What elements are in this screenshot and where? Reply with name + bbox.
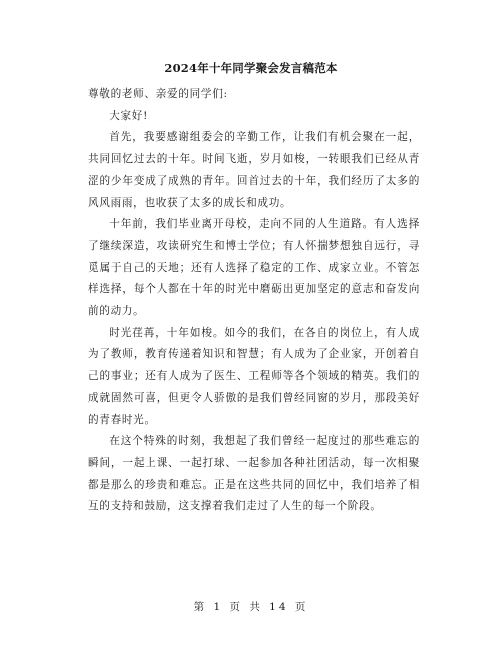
- salutation-line: 大家好!: [109, 109, 149, 122]
- greeting-line: 尊敬的老师、亲爱的同学们:: [88, 88, 228, 100]
- paragraph-2: 十年前，我们毕业离开母校，走向不同的人生道路。有人选择了继续深造，攻读研究生和博士学位；有人怀揣梦想独自远行，寻觅属于自己的天地；还有人选择了稳定的工作、成家立业。不管怎样选择，每个人都在十年的时光中磨砺出更加坚定的意志和奋发向前的动力。: [88, 218, 420, 318]
- paragraph-1: 首先，我要感谢组委会的辛勤工作，让我们有机会聚在一起，共同回忆过去的十年。时间飞逝，岁月如梭，一转眼我们已经从青涩的少年变成了成熟的青年。回首过去的十年，我们经历了太多的风风雨雨，也收获了太多的成长和成功。: [88, 131, 420, 209]
- paragraph-4: 在这个特殊的时刻，我想起了我们曾经一起度过的那些难忘的瞬间，一起上课、一起打球、一起参加各种社团活动，每一次相聚都是那么的珍贵和难忘。正是在这些共同的回忆中，我们培养了相互的支持和鼓励，这支撑着我们走过了人生的每一个阶段。: [88, 435, 420, 513]
- page-number-footer: 第 1 页 共 14 页: [193, 601, 309, 613]
- paragraph-3: 时光荏苒，十年如梭。如今的我们，在各自的岗位上，有人成为了教师，教育传递着知识和智慧；有人成为了企业家，开创着自己的事业；还有人成为了医生、工程师等各个领域的精英。我们的成就固然可喜，但更令人骄傲的是我们曾经同窗的岁月，那段美好的青春时光。: [88, 326, 420, 426]
- document-title: 2024年十年同学聚会发言稿范本: [164, 61, 338, 75]
- document-body: [88, 84, 420, 518]
